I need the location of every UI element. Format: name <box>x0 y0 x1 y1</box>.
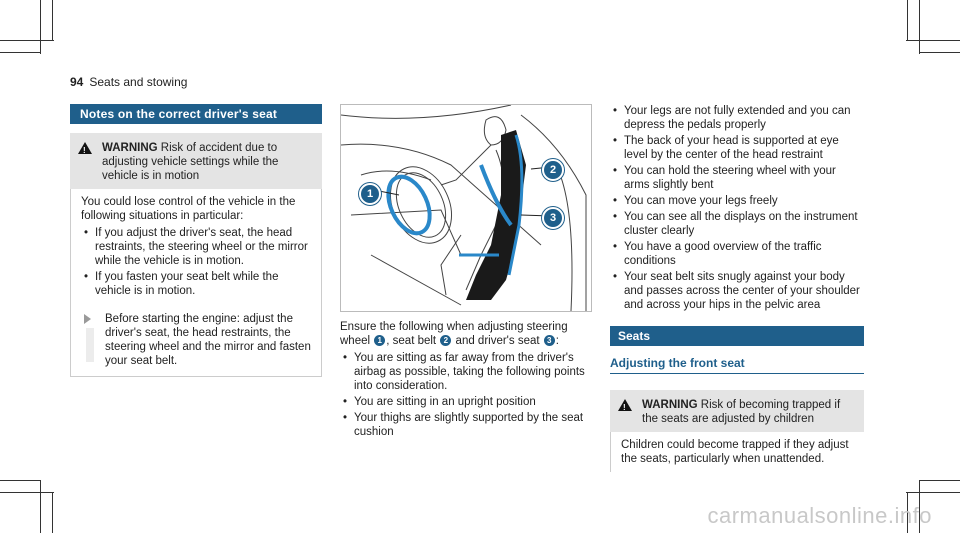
list-item: • The back of your head is supported at eye level by the center of the head restraint <box>624 134 864 162</box>
crop-mark <box>40 480 41 533</box>
section-title: Seats <box>610 326 864 346</box>
warning-message: Risk of becoming trapped if the seats are adjusted by children <box>642 399 841 425</box>
crop-mark <box>0 40 54 41</box>
column-3 <box>610 104 864 472</box>
crop-mark <box>920 52 960 53</box>
list-item: • If you adjust the driver's seat, the head restraints, the steering wheel or the mirror while the vehicle is in motion. <box>95 226 313 268</box>
text-mid1: , seat belt <box>386 335 437 347</box>
bullet-list <box>81 226 313 298</box>
list-item: • Your thighs are slightly supported by the seat cushion <box>354 411 592 439</box>
warning-box <box>70 133 322 189</box>
list-item: • You can see all the displays on the instrument cluster clearly <box>624 210 864 238</box>
ref-3-badge: 3 <box>544 335 555 346</box>
crop-mark <box>907 0 908 40</box>
intro-text: You could lose control of the vehicle in the following situations in particular: <box>81 196 296 222</box>
step-arrow-icon <box>84 314 91 324</box>
list-item: • You are sitting in an upright position <box>354 395 592 409</box>
bullet-list <box>340 351 592 439</box>
section-name: Seats and stowing <box>89 75 188 89</box>
page-header <box>70 75 187 89</box>
warning-text <box>618 398 858 426</box>
section-title: Notes on the correct driver's seat <box>70 104 322 124</box>
crop-mark <box>0 480 40 481</box>
page-number: 94 <box>70 75 84 89</box>
warning-box <box>610 390 864 432</box>
step-text: Before starting the engine: adjust the driver's seat, the head restraints, the steering wheel and the mirror and fasten your seat belt. <box>105 313 311 367</box>
text-end: : <box>555 335 559 347</box>
instruction-text <box>340 320 592 439</box>
warning-text <box>78 141 316 183</box>
list-item: • You are sitting as far away from the driver's airbag as possible, taking the following points into consideration. <box>354 351 592 393</box>
column-1 <box>70 104 322 377</box>
crop-mark <box>40 0 41 54</box>
crop-mark <box>906 492 960 493</box>
instruction-step <box>81 312 313 368</box>
warning-body: Children could become trapped if they adjust the seats, particularly when unattended. <box>610 432 864 472</box>
list-item: • Your legs are not fully extended and you can depress the pedals properly <box>624 104 864 132</box>
warning-icon <box>618 399 632 411</box>
subheading: Adjusting the front seat <box>610 356 864 374</box>
callout-3: 3 <box>542 207 564 229</box>
callout-1: 1 <box>359 183 381 205</box>
warning-label: WARNING <box>642 399 698 411</box>
crop-mark <box>52 0 53 40</box>
list-item: • You can move your legs freely <box>624 194 864 208</box>
watermark: carmanualsonline.info <box>707 503 932 528</box>
crop-mark <box>906 40 960 41</box>
column-2 <box>340 104 592 441</box>
crop-mark <box>0 52 40 53</box>
crop-mark <box>0 492 54 493</box>
list-item: • You have a good overview of the traffic conditions <box>624 240 864 268</box>
crop-mark <box>920 480 960 481</box>
list-item: • If you fasten your seat belt while the vehicle is in motion. <box>95 270 313 298</box>
ref-1-badge: 1 <box>374 335 385 346</box>
warning-label: WARNING <box>102 142 158 154</box>
warning-message: Risk of accident due to adjusting vehicle settings while the vehicle is in motion <box>102 142 279 182</box>
step-bar <box>86 328 94 362</box>
warning-icon <box>78 142 92 154</box>
callout-2: 2 <box>542 159 564 181</box>
list-item: • Your seat belt sits snugly against your body and passes across the center of your shoulder and across your hips in the pelvic area <box>624 270 864 312</box>
seat-position-illustration <box>340 104 592 312</box>
ref-2-badge: 2 <box>440 335 451 346</box>
text-mid2: and driver's seat <box>455 335 540 347</box>
list-item: • You can hold the steering wheel with your arms slightly bent <box>624 164 864 192</box>
bullet-list <box>610 104 864 312</box>
warning-body <box>70 189 322 377</box>
text-pre: Ensure the following when adjusting steering wheel <box>340 321 568 347</box>
crop-mark <box>52 492 53 533</box>
crop-mark <box>919 0 920 54</box>
